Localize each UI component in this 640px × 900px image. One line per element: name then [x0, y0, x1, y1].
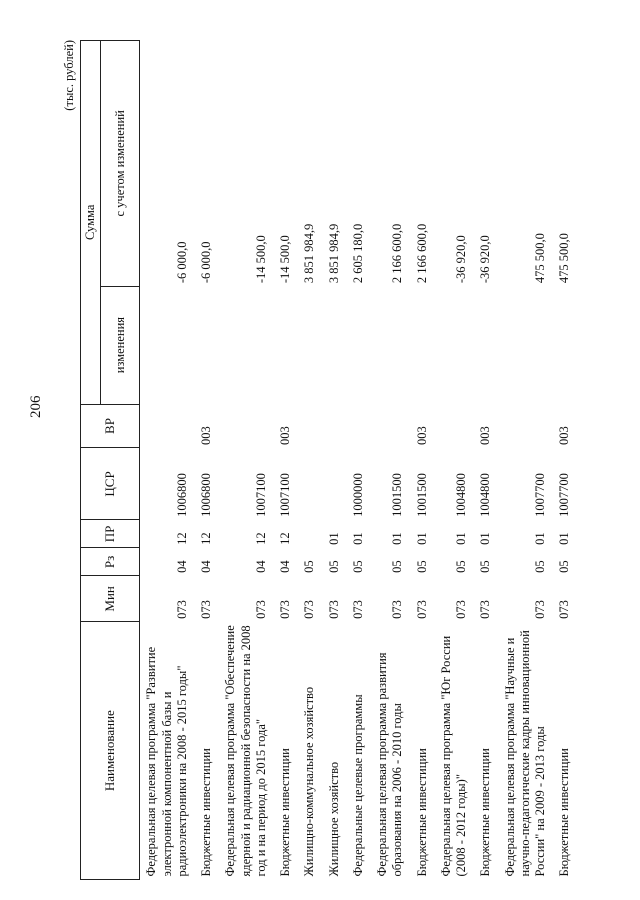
row-total: -14 500,0 — [253, 235, 268, 284]
row-change — [323, 286, 347, 404]
row-csr: 1004800 — [478, 473, 493, 517]
row-rz: 04 — [199, 560, 213, 573]
row-rz: 05 — [302, 560, 317, 573]
table-row — [371, 41, 411, 880]
row-min: 073 — [478, 600, 493, 619]
row-vr: 003 — [414, 426, 429, 445]
row-csr: 1001500 — [414, 473, 429, 517]
row-pr: 01 — [454, 532, 468, 545]
row-csr: 1006800 — [199, 473, 213, 517]
row-name: Федеральная целевая программа "Научные и научно-педагогические кадры инновационной России" на 2009 - 2013 годы — [502, 630, 547, 877]
table-row — [274, 41, 298, 880]
table-body — [140, 41, 578, 880]
row-min: 073 — [253, 600, 268, 619]
row-name: Жилищное хозяйство — [326, 761, 341, 877]
row-name: Федеральная целевая программа "Юг России (2008 - 2012 годы)" — [438, 635, 468, 877]
row-total: 475 500,0 — [557, 233, 572, 284]
row-total: -14 500,0 — [278, 235, 292, 284]
row-name: Федеральная целевая программа развития образования на 2006 - 2010 годы — [375, 652, 405, 877]
row-csr: 1007100 — [253, 473, 268, 517]
row-name: Федеральная целевая программа "Развитие электронной компонентной базы и радиоэлектроники на 2008 - 2015 годы" — [144, 646, 189, 877]
row-name: Бюджетные инвестиции — [414, 748, 429, 877]
page-number: 206 — [28, 395, 44, 418]
row-pr: 01 — [557, 532, 572, 545]
row-pr: 01 — [414, 532, 429, 545]
row-name: Бюджетные инвестиции — [199, 748, 213, 877]
row-rz: 05 — [557, 560, 572, 573]
header-sum: Сумма — [81, 41, 101, 405]
row-change — [474, 286, 498, 404]
row-min: 073 — [557, 600, 572, 619]
table-row — [140, 41, 195, 880]
row-total: 2 166 600,0 — [390, 223, 405, 284]
row-vr — [435, 404, 475, 448]
row-change — [371, 286, 411, 404]
row-vr — [219, 404, 274, 448]
table-row — [298, 41, 322, 880]
row-vr — [323, 404, 347, 448]
row-vr — [347, 404, 371, 448]
row-rz: 05 — [390, 560, 405, 573]
row-min: 073 — [414, 600, 429, 619]
table-row — [195, 41, 219, 880]
table-row — [499, 41, 554, 880]
header-with-changes: с учетом изменений — [101, 41, 140, 287]
row-change — [219, 286, 274, 404]
row-change — [195, 286, 219, 404]
row-vr: 003 — [278, 426, 292, 445]
row-total: 475 500,0 — [533, 233, 547, 284]
row-name: Бюджетные инвестиции — [557, 748, 572, 877]
table-row — [347, 41, 371, 880]
row-pr: 01 — [326, 532, 341, 545]
table-row — [474, 41, 498, 880]
row-vr: 003 — [557, 426, 572, 445]
row-change — [411, 286, 435, 404]
row-pr: 12 — [253, 532, 268, 545]
row-vr — [371, 404, 411, 448]
row-min: 073 — [278, 600, 292, 619]
row-total: 3 851 984,9 — [326, 223, 341, 284]
row-change — [140, 286, 195, 404]
row-name: Федеральные целевые программы — [350, 694, 365, 877]
table-row — [219, 41, 274, 880]
row-pr: 01 — [390, 532, 405, 545]
row-name: Бюджетные инвестиции — [278, 748, 292, 877]
row-rz: 05 — [533, 560, 547, 573]
row-total: 3 851 984,9 — [302, 223, 317, 284]
row-csr: 1006800 — [174, 473, 189, 517]
row-total: -36 920,0 — [478, 235, 493, 284]
row-rz: 05 — [454, 560, 468, 573]
row-change — [553, 286, 577, 404]
table-row — [323, 41, 347, 880]
row-min: 073 — [302, 600, 317, 619]
row-pr: 12 — [174, 532, 189, 545]
unit-label: (тыс. рублей) — [62, 40, 76, 111]
row-total: 2 166 600,0 — [414, 223, 429, 284]
header-changes: изменения — [101, 286, 140, 404]
row-change — [274, 286, 298, 404]
row-min: 073 — [326, 600, 341, 619]
row-csr: 1000000 — [350, 473, 365, 517]
row-change — [298, 286, 322, 404]
row-change — [347, 286, 371, 404]
row-vr — [298, 404, 322, 448]
header-vr: ВР — [81, 404, 140, 448]
row-min: 073 — [350, 600, 365, 619]
row-min: 073 — [199, 600, 213, 619]
row-total: 2 605 180,0 — [350, 223, 365, 284]
header-name: Наименование — [81, 622, 140, 880]
row-csr: 1007100 — [278, 473, 292, 517]
row-csr — [298, 448, 322, 520]
row-change — [499, 286, 554, 404]
row-min: 073 — [533, 600, 547, 619]
row-rz: 05 — [350, 560, 365, 573]
row-name: Бюджетные инвестиции — [478, 748, 493, 877]
row-vr: 003 — [199, 426, 213, 445]
table-row — [553, 41, 577, 880]
table-row — [435, 41, 475, 880]
row-total: -6 000,0 — [199, 241, 213, 284]
row-vr — [140, 404, 195, 448]
row-vr: 003 — [478, 426, 493, 445]
row-pr: 01 — [533, 532, 547, 545]
row-total: -6 000,0 — [174, 241, 189, 284]
rotated-document — [60, 40, 590, 880]
row-name: Жилищно-коммунальное хозяйство — [302, 686, 317, 877]
row-rz: 04 — [278, 560, 292, 573]
row-pr: 12 — [278, 532, 292, 545]
header-rz: Рз — [81, 548, 140, 576]
row-csr — [323, 448, 347, 520]
row-csr: 1004800 — [454, 473, 468, 517]
row-name: Федеральная целевая программа "Обеспечение ядерной и радиационной безопасности на 2008 год и на период до 2015 года" — [223, 625, 268, 877]
row-rz: 04 — [253, 560, 268, 573]
row-pr: 01 — [350, 532, 365, 545]
header-csr: ЦСР — [81, 448, 140, 520]
row-change — [435, 286, 475, 404]
row-min: 073 — [174, 600, 189, 619]
row-pr: 12 — [199, 532, 213, 545]
row-total: -36 920,0 — [454, 235, 468, 284]
row-rz: 04 — [174, 560, 189, 573]
row-min: 073 — [454, 600, 468, 619]
row-csr: 1001500 — [390, 473, 405, 517]
header-pr: ПР — [81, 520, 140, 548]
row-pr: 01 — [478, 532, 493, 545]
header-min: Мин — [81, 576, 140, 622]
row-min: 073 — [390, 600, 405, 619]
row-vr — [499, 404, 554, 448]
row-csr: 1007700 — [557, 473, 572, 517]
row-pr — [298, 520, 322, 548]
row-rz: 05 — [326, 560, 341, 573]
row-rz: 05 — [414, 560, 429, 573]
row-rz: 05 — [478, 560, 493, 573]
budget-table — [80, 40, 578, 880]
table-row — [411, 41, 435, 880]
row-csr: 1007700 — [533, 473, 547, 517]
